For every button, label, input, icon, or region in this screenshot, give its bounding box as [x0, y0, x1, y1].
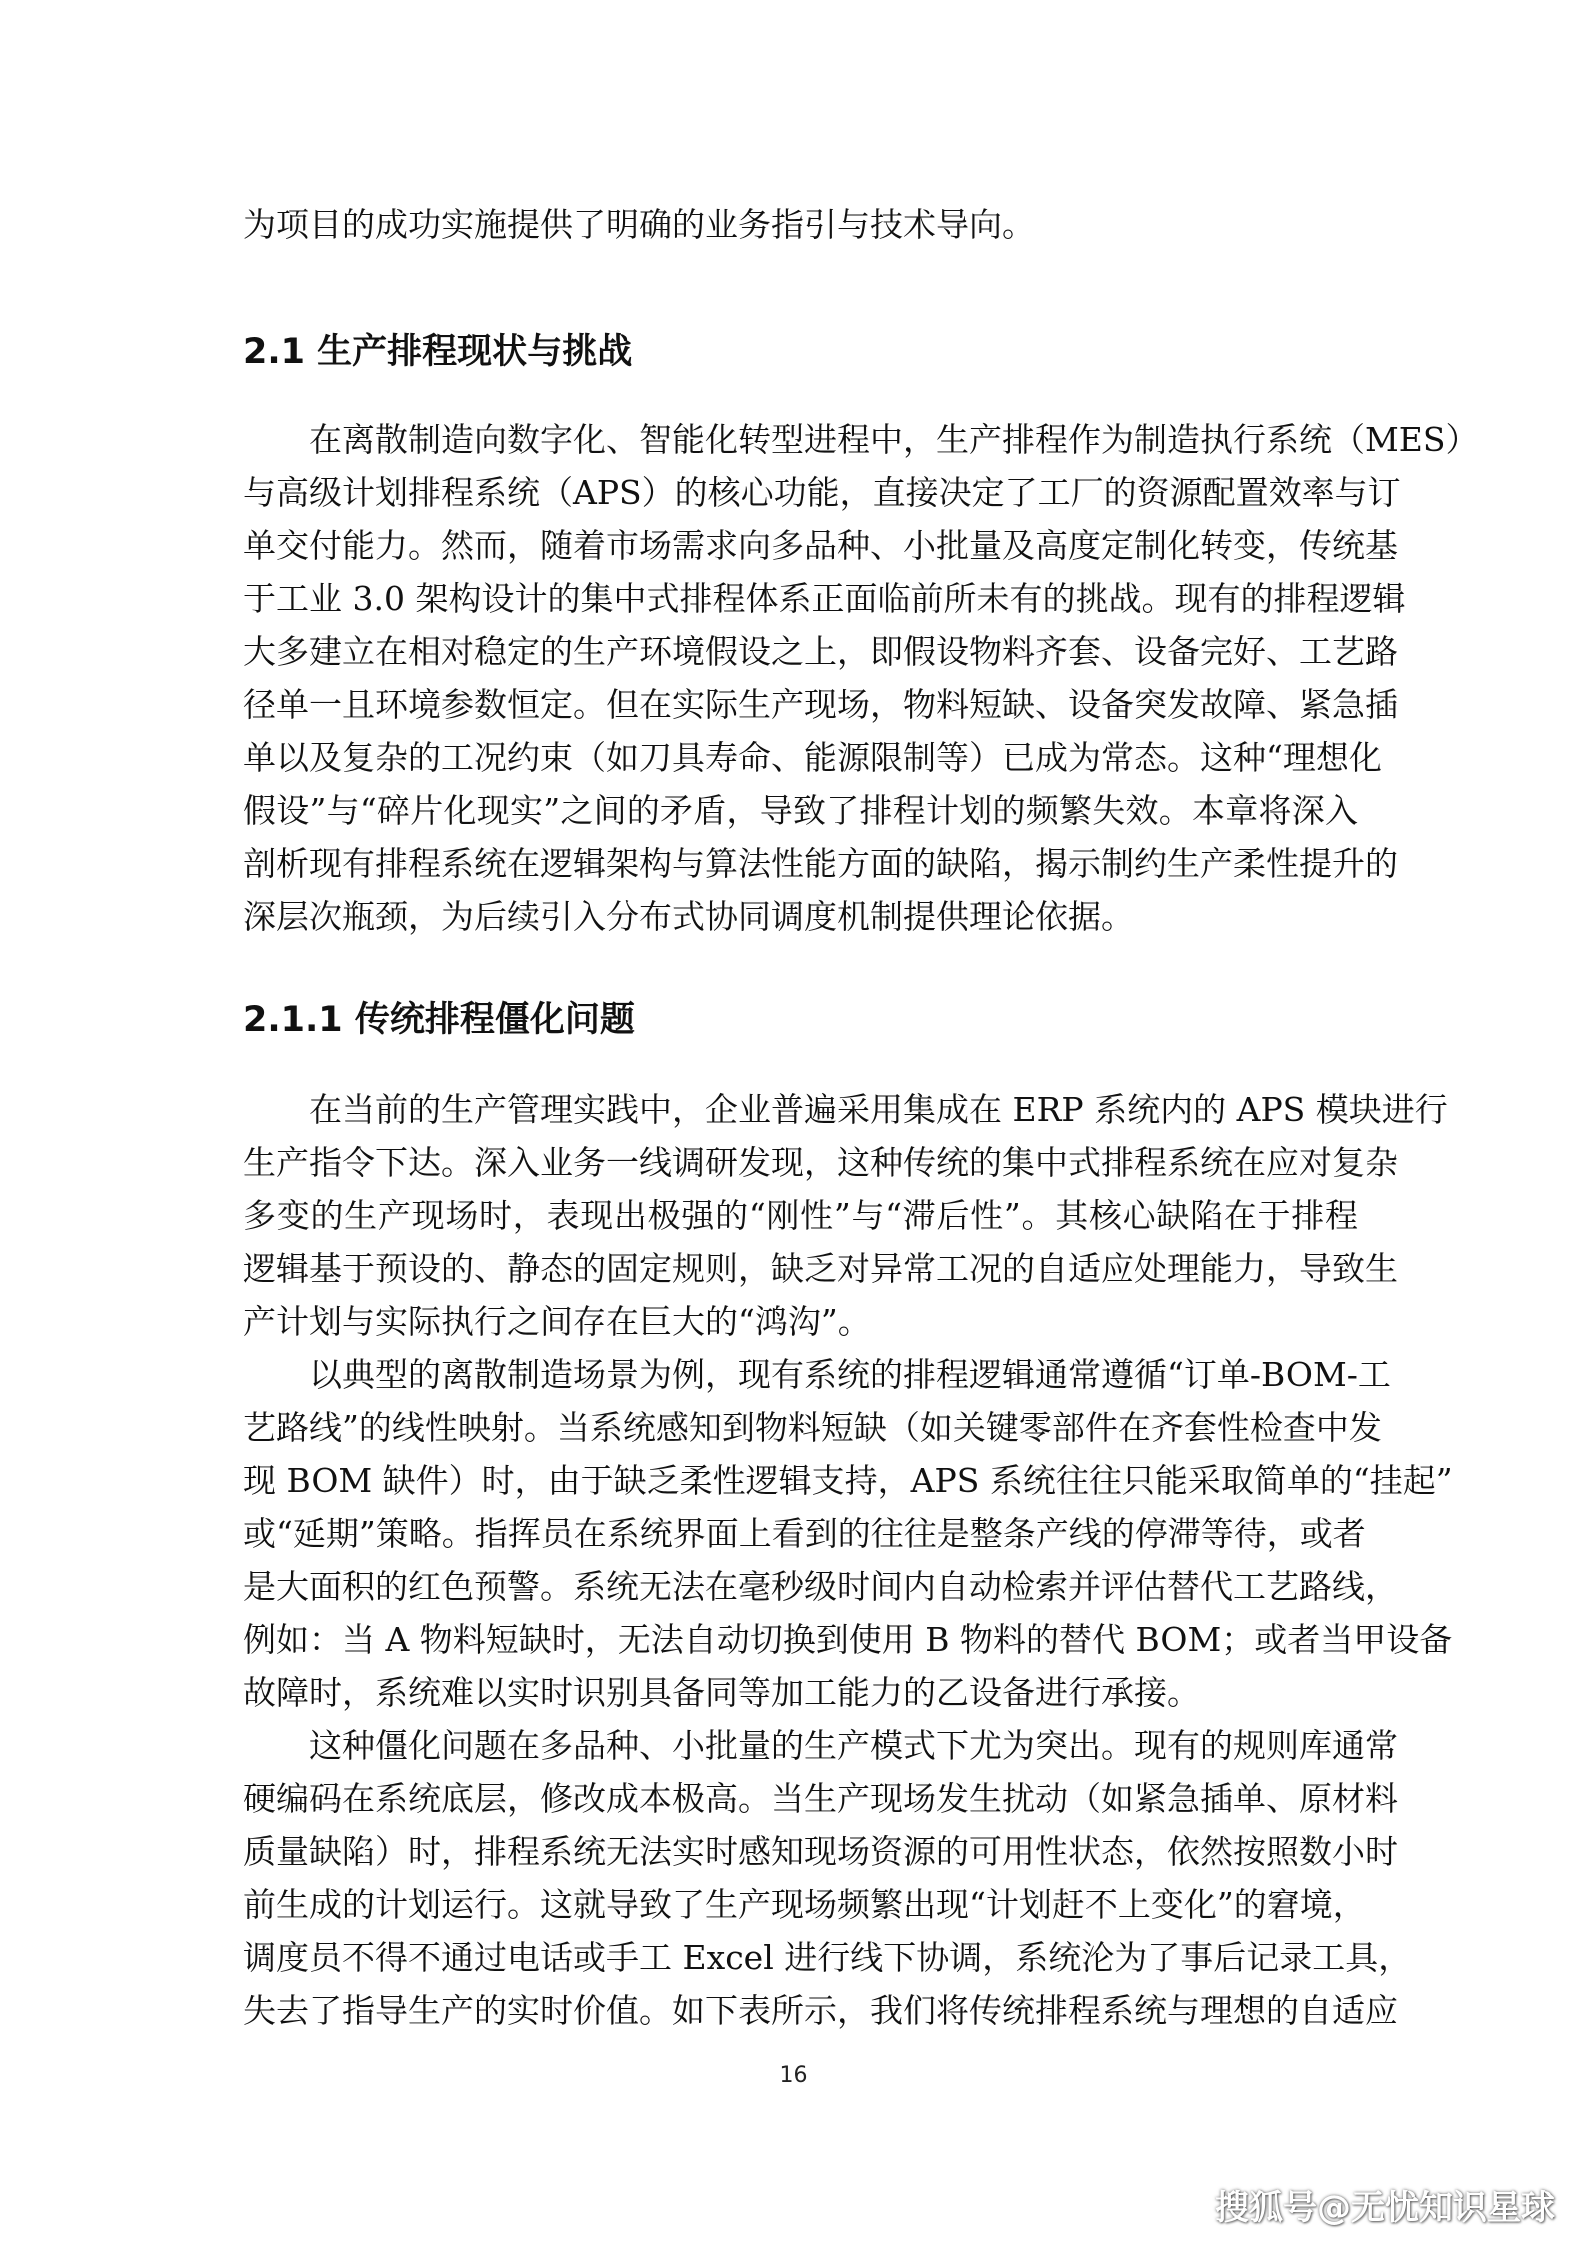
- page-number: 16: [779, 2063, 808, 2088]
- paragraph-line: 艺路线”的线性映射。当系统感知到物料短缺（如关键零部件在齐套性检查中发: [243, 1408, 1382, 1447]
- paragraph-line: 于工业 3.0 架构设计的集中式排程体系正面临前所未有的挑战。现有的排程逻辑: [243, 579, 1406, 618]
- paragraph-line: 或“延期”策略。指挥员在系统界面上看到的往往是整条产线的停滞等待，或者: [243, 1514, 1366, 1553]
- paragraph-line: 硬编码在系统底层，修改成本极高。当生产现场发生扰动（如紧急插单、原材料: [243, 1779, 1398, 1818]
- paragraph-line: 前生成的计划运行。这就导致了生产现场频繁出现“计划赶不上变化”的窘境，: [243, 1885, 1366, 1924]
- paragraph-line: 这种僵化问题在多品种、小批量的生产模式下尤为突出。现有的规则库通常: [243, 1726, 1398, 1765]
- subsection-heading: 2.1.1 传统排程僵化问题: [243, 1000, 635, 1040]
- paragraph-line: 质量缺陷）时，排程系统无法实时感知现场资源的可用性状态，依然按照数小时: [243, 1832, 1398, 1871]
- intro-line: 为项目的成功实施提供了明确的业务指引与技术导向。: [243, 205, 1035, 244]
- paragraph-line: 剖析现有排程系统在逻辑架构与算法性能方面的缺陷，揭示制约生产柔性提升的: [243, 844, 1398, 883]
- paragraph-line: 调度员不得不通过电话或手工 Excel 进行线下协调，系统沦为了事后记录工具，: [243, 1938, 1412, 1977]
- paragraph-line: 例如：当 A 物料短缺时，无法自动切换到使用 B 物料的替代 BOM；或者当甲设备: [243, 1620, 1453, 1659]
- paragraph-line: 失去了指导生产的实时价值。如下表所示，我们将传统排程系统与理想的自适应: [243, 1991, 1398, 2030]
- paragraph-line: 在当前的生产管理实践中，企业普遍采用集成在 ERP 系统内的 APS 模块进行: [243, 1090, 1448, 1129]
- paragraph-line: 单交付能力。然而，随着市场需求向多品种、小批量及高度定制化转变，传统基: [243, 526, 1398, 565]
- paragraph-line: 深层次瓶颈，为后续引入分布式协同调度机制提供理论依据。: [243, 897, 1134, 936]
- section-heading: 2.1 生产排程现状与挑战: [243, 332, 633, 372]
- paragraph-line: 是大面积的红色预警。系统无法在毫秒级时间内自动检索并评估替代工艺路线，: [243, 1567, 1398, 1606]
- paragraph-line: 逻辑基于预设的、静态的固定规则，缺乏对异常工况的自适应处理能力，导致生: [243, 1249, 1398, 1288]
- watermark: 搜狐号@无忧知识星球: [1215, 2188, 1555, 2228]
- paragraph-line: 假设”与“碎片化现实”之间的矛盾，导致了排程计划的频繁失效。本章将深入: [243, 791, 1358, 830]
- paragraph-line: 故障时，系统难以实时识别具备同等加工能力的乙设备进行承接。: [243, 1673, 1200, 1712]
- paragraph-line: 现 BOM 缺件）时，由于缺乏柔性逻辑支持，APS 系统往往只能采取简单的“挂起”: [243, 1461, 1453, 1500]
- paragraph-line: 大多建立在相对稳定的生产环境假设之上，即假设物料齐套、设备完好、工艺路: [243, 632, 1398, 671]
- paragraph-line: 生产指令下达。深入业务一线调研发现，这种传统的集中式排程系统在应对复杂: [243, 1143, 1398, 1182]
- paragraph-line: 与高级计划排程系统（APS）的核心功能，直接决定了工厂的资源配置效率与订: [243, 473, 1401, 512]
- paragraph-line: 径单一且环境参数恒定。但在实际生产现场，物料短缺、设备突发故障、紧急插: [243, 685, 1398, 724]
- paragraph-line: 在离散制造向数字化、智能化转型进程中，生产排程作为制造执行系统（MES）: [243, 420, 1479, 459]
- paragraph-line: 单以及复杂的工况约束（如刀具寿命、能源限制等）已成为常态。这种“理想化: [243, 738, 1382, 777]
- paragraph-line: 多变的生产现场时，表现出极强的“刚性”与“滞后性”。其核心缺陷在于排程: [243, 1196, 1358, 1235]
- paragraph-line: 产计划与实际执行之间存在巨大的“鸿沟”。: [243, 1302, 871, 1341]
- paragraph-line: 以典型的离散制造场景为例，现有系统的排程逻辑通常遵循“订单-BOM-工: [243, 1355, 1391, 1394]
